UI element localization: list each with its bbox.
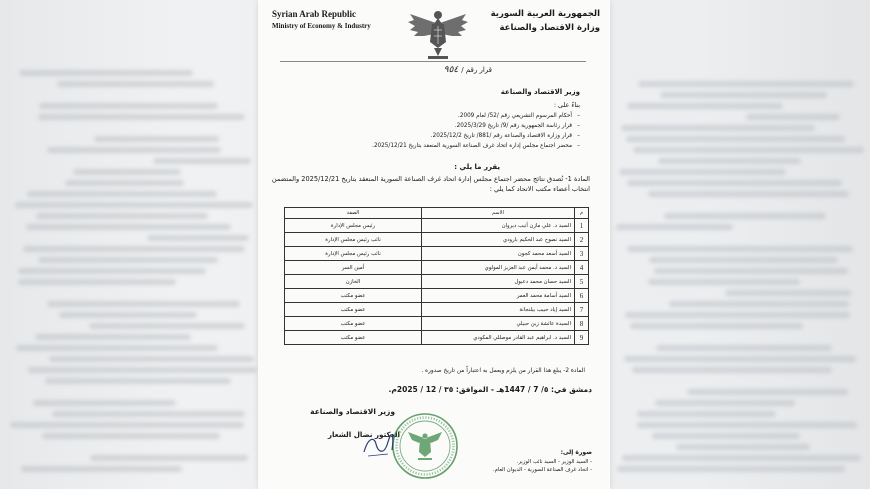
blurred-text-line	[28, 367, 257, 373]
copy-to-block	[493, 449, 592, 475]
blurred-text-line	[725, 290, 851, 296]
blurred-text-line	[19, 70, 193, 76]
blurred-text-line	[59, 312, 198, 318]
blurred-text-line	[676, 444, 809, 450]
table-row	[285, 275, 589, 289]
table-row	[285, 331, 589, 345]
row-name: السيد أسامة محمد العمر	[422, 289, 575, 303]
blurred-text-line	[627, 103, 783, 109]
reference-item: – أحكام المرسوم التشريعي رقم /52/ لعام 2009.	[380, 111, 580, 121]
row-position: نائب رئيس مجلس الإدارة	[285, 247, 422, 261]
blurred-text-line	[89, 323, 245, 329]
table-row	[285, 219, 589, 233]
blurred-text-line	[649, 257, 838, 263]
header-name: الاسم	[422, 208, 575, 219]
table-row	[285, 289, 589, 303]
blurred-text-line	[633, 147, 864, 153]
row-position: عضو مكتب	[285, 331, 422, 345]
blurred-text-line	[655, 400, 794, 406]
decision-number-value: ٩٥٤	[443, 65, 459, 75]
blurred-text-line	[617, 466, 845, 472]
blurred-text-line	[147, 235, 249, 241]
reference-item: – قرار وزارة الاقتصاد والصناعة رقم /881/ تاريخ 2025/12/2.	[380, 131, 580, 141]
blurred-text-line	[746, 114, 840, 120]
blurred-text-line	[38, 257, 218, 263]
copy-to-item: - السيد الوزير - السيد نائب الوزير.	[516, 458, 592, 465]
blurred-text-line	[660, 92, 828, 98]
reference-item: – محضر اجتماع مجلس إدارة اتحاد غرف الصناعة السورية المنعقد بتاريخ 2025/12/21.	[380, 141, 580, 151]
blurred-text-line	[27, 191, 218, 197]
row-name: السيد د. ابراهيم عبد القادر موصللي المكودي	[422, 331, 575, 345]
references-list	[372, 111, 580, 151]
row-position: عضو مكتب	[285, 317, 422, 331]
blurred-text-line	[630, 323, 803, 329]
blurred-text-line	[47, 147, 221, 153]
table-header-row	[285, 208, 589, 219]
blurred-text-line	[648, 191, 849, 197]
blurred-text-line	[15, 202, 253, 208]
blurred-text-line	[637, 411, 775, 417]
blurred-text-line	[616, 224, 732, 230]
decision-number	[444, 66, 492, 75]
blurred-text-line	[10, 422, 243, 428]
blurred-text-line	[669, 301, 849, 307]
article-2: المادة 2- يبلغ هذا القرار من يلزم ويعمل به اعتباراً من تاريخ صدوره .	[421, 368, 585, 374]
blurred-text-line	[39, 103, 217, 109]
table-row	[285, 303, 589, 317]
row-name: السيد إياد حبيب بيلنجانة	[422, 303, 575, 317]
row-name: السيدة عائشة زين حبيلي	[422, 317, 575, 331]
blurred-text-line	[45, 378, 231, 384]
blurred-text-line	[153, 158, 251, 164]
blurred-text-line	[49, 356, 254, 362]
row-position: رئيس مجلس الإدارة	[285, 219, 422, 233]
blurred-text-line	[654, 268, 847, 274]
blurred-text-line	[637, 422, 857, 428]
row-name: السيد د. علي مازن أنيب ديروان	[422, 219, 575, 233]
ministry-name-ar: وزارة الاقتصاد والصناعة	[499, 23, 600, 33]
row-num: 9	[575, 331, 589, 345]
background-blur-right	[605, 0, 870, 489]
reference-item: – قرار رئاسة الجمهورية رقم /9/ تاريخ 2025/3/29.	[380, 121, 580, 131]
row-num: 4	[575, 261, 589, 275]
background-blur-left	[0, 0, 265, 489]
blurred-text-line	[627, 246, 853, 252]
blurred-text-line	[632, 367, 832, 373]
blurred-text-line	[26, 224, 232, 230]
blurred-text-line	[23, 246, 246, 252]
header-divider	[280, 61, 586, 62]
row-name: السيد أسعد محمد كجون	[422, 247, 575, 261]
blurred-text-line	[65, 180, 183, 186]
blurred-text-line	[648, 279, 800, 285]
row-num: 6	[575, 289, 589, 303]
article-1: المادة 1- تُصدق نتائج محضر اجتماع مجلس إدارة اتحاد غرف الصناعة السورية المنعقد بتاريخ 2025/12/21 والمتضمن انتخاب أعضاء مكتب الاتحاد كما يلي :	[271, 175, 590, 193]
blurred-text-line	[47, 301, 239, 307]
row-position: أمين السر	[285, 261, 422, 275]
blurred-text-line	[35, 334, 191, 340]
table-row	[285, 233, 589, 247]
country-name-en: Syrian Arab Republic	[272, 9, 357, 19]
decides-heading: يقرر ما يلي :	[454, 163, 500, 171]
blurred-text-line	[621, 125, 815, 131]
minister-title: وزير الاقتصاد والصناعة	[500, 88, 580, 96]
row-name: السيد نصوح عبد الحكيم بارودي	[422, 233, 575, 247]
row-position: الخازن	[285, 275, 422, 289]
blurred-text-line	[38, 114, 245, 120]
blurred-text-line	[36, 213, 208, 219]
country-name-ar: الجمهورية العربية السورية	[490, 9, 600, 19]
ministry-seal-icon	[391, 412, 459, 480]
signatory-name: الدكتور نضال الشعار	[327, 430, 400, 439]
row-num: 5	[575, 275, 589, 289]
row-num: 8	[575, 317, 589, 331]
issue-date: دمشق في: ٥/ 7 / 1447هـ - الموافق: ٣٥ / 12 / 2025م.	[388, 385, 592, 394]
blurred-text-line	[52, 411, 245, 417]
blurred-text-line	[625, 312, 850, 318]
blurred-text-line	[638, 81, 855, 87]
handwritten-signature-icon	[358, 430, 398, 462]
blurred-text-line	[687, 389, 848, 395]
blurred-text-line	[18, 268, 206, 274]
blurred-text-line	[90, 455, 248, 461]
blurred-text-line	[42, 433, 220, 439]
row-num: 2	[575, 233, 589, 247]
header-english	[272, 9, 371, 30]
row-name: السيد حسان محمد دعبول	[422, 275, 575, 289]
blurred-text-line	[33, 400, 177, 406]
row-position: عضو مكتب	[285, 289, 422, 303]
ministry-name-en: Ministry of Economy & Industry	[272, 22, 371, 30]
row-name: السيد د. محمد أيمن عبد العزيز المولوي	[422, 261, 575, 275]
table-row	[285, 261, 589, 275]
table-row	[285, 317, 589, 331]
blurred-text-line	[652, 433, 800, 439]
header-arabic	[491, 7, 600, 35]
blurred-text-line	[656, 345, 832, 351]
signatory-title: وزير الاقتصاد والصناعة	[310, 407, 395, 416]
blurred-text-line	[73, 169, 181, 175]
blurred-text-line	[18, 279, 176, 285]
syrian-eagle-emblem-icon	[406, 6, 470, 62]
copy-to-item: - اتحاد غرف الصناعة السورية - الديوان العام.	[492, 467, 592, 473]
blurred-text-line	[658, 158, 801, 164]
based-on-label: بناءً على :	[553, 101, 580, 109]
header-position: الصفة	[285, 208, 422, 219]
decision-label: قرار رقم /	[461, 66, 492, 74]
blurred-text-line	[627, 180, 842, 186]
decision-document	[258, 0, 610, 489]
blurred-text-line	[94, 136, 219, 142]
members-table	[284, 207, 589, 345]
blurred-text-line	[619, 169, 786, 175]
blurred-text-line	[664, 213, 826, 219]
row-position: عضو مكتب	[285, 303, 422, 317]
table-row	[285, 247, 589, 261]
row-num: 7	[575, 303, 589, 317]
row-num: 1	[575, 219, 589, 233]
copy-to-title: صورة إلى:	[560, 449, 592, 456]
row-num: 3	[575, 247, 589, 261]
blurred-text-line	[57, 81, 213, 87]
blurred-text-line	[624, 356, 856, 362]
header-num: م	[575, 208, 589, 219]
blurred-text-line	[16, 345, 217, 351]
row-position: نائب رئيس مجلس الإدارة	[285, 233, 422, 247]
blurred-text-line	[626, 136, 845, 142]
blurred-text-line	[21, 466, 181, 472]
blurred-text-line	[622, 455, 861, 461]
